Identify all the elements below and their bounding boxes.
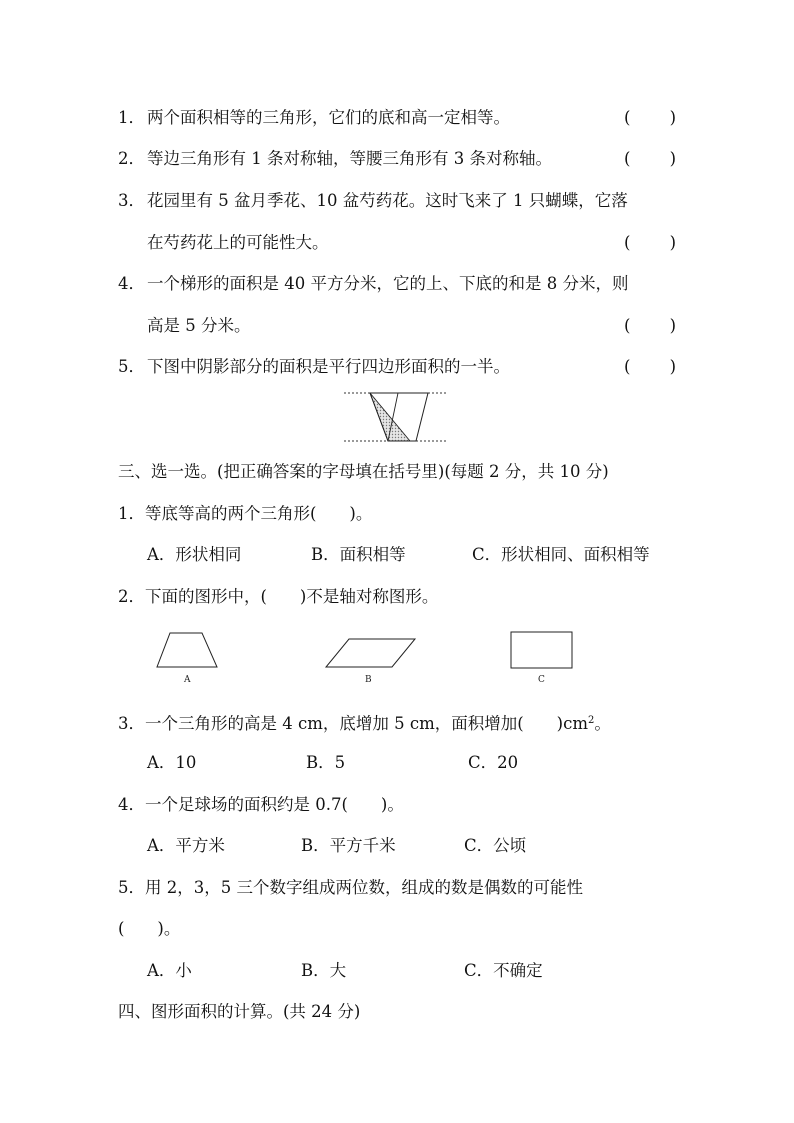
judge-item-3	[0, 187, 794, 215]
option-a[interactable]: A．平方米	[147, 836, 225, 855]
choice-q1: 1．等底等高的两个三角形( )。	[118, 504, 373, 523]
item-text: 等边三角形有 1 条对称轴，等腰三角形有 3 条对称轴。	[147, 149, 552, 168]
judge-item-4	[0, 270, 794, 298]
choice-q3-options	[0, 749, 794, 777]
judge-item-3-cont: 在芍药花上的可能性大。 ( )	[0, 229, 794, 257]
shaded-triangle	[370, 393, 410, 441]
item-number: 3．	[118, 191, 145, 210]
option-b[interactable]: B．大	[301, 961, 347, 980]
choice-q5-options	[0, 957, 794, 985]
option-a[interactable]: A．形状相同	[147, 545, 242, 564]
judge-item-1: 1． 两个面积相等的三角形，它们的底和高一定相等。 ( )	[0, 104, 794, 132]
choice-q2: 2．下面的图形中，( )不是轴对称图形。	[118, 587, 439, 606]
option-a[interactable]: A．10	[147, 753, 197, 772]
item-text: 花园里有 5 盆月季花、10 盆芍药花。这时飞来了 1 只蝴蝶，它落	[147, 191, 628, 210]
shape-label-a: A	[184, 675, 191, 685]
option-c[interactable]: C．20	[468, 753, 519, 772]
option-b[interactable]: B．平方千米	[301, 836, 396, 855]
trapezoid-shape	[154, 630, 220, 670]
choice-q4-options	[0, 832, 794, 860]
parallelogram-shaded-figure	[340, 388, 452, 448]
section-4-title: 四、图形面积的计算。(共 24 分)	[118, 1002, 361, 1021]
option-a[interactable]: A．小	[147, 961, 192, 980]
item-number: 1．	[118, 108, 145, 127]
item-text: 下图中阴影部分的面积是平行四边形面积的一半。	[147, 357, 510, 376]
item-text: 两个面积相等的三角形，它们的底和高一定相等。	[147, 108, 510, 127]
section-3-title: 三、选一选。(把正确答案的字母填在括号里)(每题 2 分，共 10 分)	[118, 462, 609, 481]
item-text-continued: 在芍药花上的可能性大。	[147, 233, 329, 252]
choice-q5-cont: ( )。	[118, 919, 181, 938]
choice-q5: 5．用 2，3，5 三个数字组成两位数，组成的数是偶数的可能性	[118, 878, 583, 897]
judge-item-2: 2． 等边三角形有 1 条对称轴，等腰三角形有 3 条对称轴。 ( )	[0, 145, 794, 173]
choice-q3: 3．一个三角形的高是 4 cm，底增加 5 cm，面积增加( )$cm^2$。	[118, 714, 611, 733]
option-c[interactable]: C．公顷	[464, 836, 527, 855]
judge-item-4-cont: 高是 5 分米。 ( )	[0, 312, 794, 340]
judge-item-5: 5． 下图中阴影部分的面积是平行四边形面积的一半。 ( )	[0, 353, 794, 381]
item-number: 5．	[118, 357, 145, 376]
option-c[interactable]: C．形状相同、面积相等	[472, 545, 650, 564]
item-text: 一个梯形的面积是 40 平方分米，它的上、下底的和是 8 分米，则	[147, 274, 629, 293]
item-text-continued: 高是 5 分米。	[147, 316, 251, 335]
parallelogram-shape	[324, 636, 418, 670]
item-number: 2．	[118, 149, 145, 168]
choice-q4: 4．一个足球场的面积约是 0.7( )。	[118, 795, 404, 814]
option-c[interactable]: C．不确定	[464, 961, 543, 980]
shape-label-c: C	[538, 675, 545, 685]
option-b[interactable]: B．5	[306, 753, 346, 772]
choice-q1-options	[0, 541, 794, 569]
shape-label-b: B	[365, 675, 372, 685]
item-number: 4．	[118, 274, 145, 293]
rectangle-shape	[509, 630, 575, 670]
option-b[interactable]: B．面积相等	[311, 545, 406, 564]
